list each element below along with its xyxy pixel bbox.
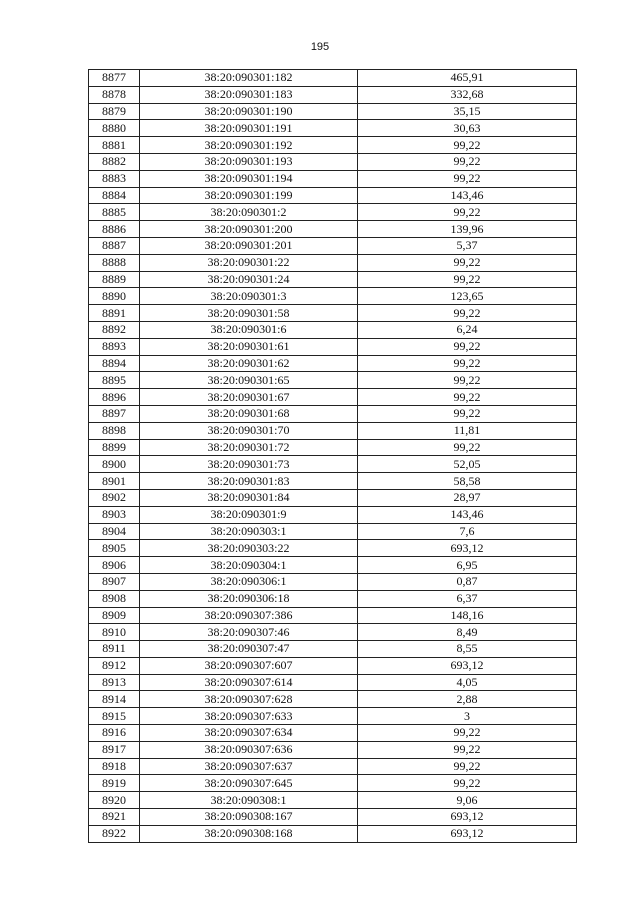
cadastral-number-cell: 38:20:090307:46 [140,624,358,641]
table-row [89,372,577,389]
cadastral-number-cell: 38:20:090307:645 [140,775,358,792]
area-cell: 123,65 [358,288,577,305]
cadastral-number-cell: 38:20:090301:83 [140,473,358,490]
row-number-cell: 8877 [89,70,140,87]
cadastral-number-cell: 38:20:090307:633 [140,708,358,725]
cadastral-number-cell: 38:20:090301:65 [140,372,358,389]
table-row [89,708,577,725]
area-cell: 693,12 [358,825,577,842]
table-row [89,237,577,254]
area-cell: 35,15 [358,103,577,120]
area-cell: 99,22 [358,204,577,221]
area-cell: 7,6 [358,523,577,540]
cadastral-number-cell: 38:20:090301:67 [140,389,358,406]
area-cell: 5,37 [358,237,577,254]
cadastral-number-cell: 38:20:090301:72 [140,439,358,456]
area-cell: 28,97 [358,489,577,506]
table-row [89,439,577,456]
area-cell: 99,22 [358,405,577,422]
row-number-cell: 8884 [89,187,140,204]
cadastral-number-cell: 38:20:090308:167 [140,809,358,826]
row-number-cell: 8888 [89,254,140,271]
cadastral-number-cell: 38:20:090307:386 [140,607,358,624]
cadastral-number-cell: 38:20:090301:183 [140,86,358,103]
table-row [89,321,577,338]
table-row [89,624,577,641]
row-number-cell: 8885 [89,204,140,221]
cadastral-number-cell: 38:20:090308:1 [140,792,358,809]
cadastral-number-cell: 38:20:090301:193 [140,153,358,170]
area-cell: 6,95 [358,557,577,574]
cadastral-number-cell: 38:20:090301:194 [140,170,358,187]
area-cell: 332,68 [358,86,577,103]
row-number-cell: 8879 [89,103,140,120]
row-number-cell: 8899 [89,439,140,456]
table-row [89,120,577,137]
area-cell: 99,22 [358,741,577,758]
table-row [89,254,577,271]
row-number-cell: 8919 [89,775,140,792]
table-row [89,204,577,221]
cadastral-number-cell: 38:20:090306:1 [140,573,358,590]
row-number-cell: 8908 [89,590,140,607]
row-number-cell: 8891 [89,305,140,322]
cadastral-number-cell: 38:20:090301:73 [140,456,358,473]
area-cell: 30,63 [358,120,577,137]
area-cell: 148,16 [358,607,577,624]
row-number-cell: 8906 [89,557,140,574]
table-body [89,70,577,843]
area-cell: 465,91 [358,70,577,87]
area-cell: 99,22 [358,355,577,372]
table-row [89,70,577,87]
cadastral-number-cell: 38:20:090307:634 [140,725,358,742]
area-cell: 99,22 [358,389,577,406]
table-row [89,389,577,406]
cadastral-number-cell: 38:20:090301:190 [140,103,358,120]
table-row [89,422,577,439]
row-number-cell: 8918 [89,758,140,775]
area-cell: 11,81 [358,422,577,439]
table-row [89,489,577,506]
cadastral-number-cell: 38:20:090308:168 [140,825,358,842]
row-number-cell: 8910 [89,624,140,641]
row-number-cell: 8892 [89,321,140,338]
area-cell: 8,55 [358,641,577,658]
cadastral-number-cell: 38:20:090301:2 [140,204,358,221]
area-cell: 2,88 [358,691,577,708]
cadastral-number-cell: 38:20:090301:182 [140,70,358,87]
cadastral-number-cell: 38:20:090303:1 [140,523,358,540]
table-row [89,590,577,607]
table-row [89,540,577,557]
area-cell: 58,58 [358,473,577,490]
row-number-cell: 8901 [89,473,140,490]
row-number-cell: 8909 [89,607,140,624]
row-number-cell: 8880 [89,120,140,137]
row-number-cell: 8881 [89,137,140,154]
row-number-cell: 8897 [89,405,140,422]
table-row [89,305,577,322]
area-cell: 3 [358,708,577,725]
area-cell: 6,24 [358,321,577,338]
area-cell: 693,12 [358,809,577,826]
row-number-cell: 8913 [89,674,140,691]
row-number-cell: 8915 [89,708,140,725]
cadastral-number-cell: 38:20:090301:3 [140,288,358,305]
cadastral-number-cell: 38:20:090301:200 [140,221,358,238]
cadastral-number-cell: 38:20:090301:199 [140,187,358,204]
table-row [89,557,577,574]
cadastral-number-cell: 38:20:090306:18 [140,590,358,607]
table-row [89,338,577,355]
table-row [89,607,577,624]
table-row [89,758,577,775]
row-number-cell: 8890 [89,288,140,305]
cadastral-number-cell: 38:20:090307:628 [140,691,358,708]
table-row [89,523,577,540]
table-row [89,725,577,742]
row-number-cell: 8882 [89,153,140,170]
area-cell: 99,22 [358,170,577,187]
table-row [89,271,577,288]
table-row [89,809,577,826]
row-number-cell: 8912 [89,657,140,674]
cadastral-number-cell: 38:20:090301:6 [140,321,358,338]
row-number-cell: 8914 [89,691,140,708]
area-cell: 52,05 [358,456,577,473]
cadastral-number-cell: 38:20:090301:84 [140,489,358,506]
area-cell: 143,46 [358,506,577,523]
row-number-cell: 8902 [89,489,140,506]
area-cell: 99,22 [358,305,577,322]
area-cell: 99,22 [358,137,577,154]
table-row [89,691,577,708]
row-number-cell: 8905 [89,540,140,557]
area-cell: 99,22 [358,758,577,775]
cadastral-table [88,69,577,843]
area-cell: 99,22 [358,153,577,170]
row-number-cell: 8883 [89,170,140,187]
table-row [89,573,577,590]
row-number-cell: 8886 [89,221,140,238]
row-number-cell: 8893 [89,338,140,355]
cadastral-number-cell: 38:20:090301:61 [140,338,358,355]
cadastral-number-cell: 38:20:090301:192 [140,137,358,154]
cadastral-number-cell: 38:20:090307:607 [140,657,358,674]
area-cell: 693,12 [358,540,577,557]
area-cell: 99,22 [358,271,577,288]
cadastral-number-cell: 38:20:090307:637 [140,758,358,775]
area-cell: 99,22 [358,775,577,792]
table-row [89,137,577,154]
row-number-cell: 8887 [89,237,140,254]
cadastral-number-cell: 38:20:090301:201 [140,237,358,254]
table-row [89,456,577,473]
table-row [89,775,577,792]
cadastral-number-cell: 38:20:090301:9 [140,506,358,523]
cadastral-number-cell: 38:20:090304:1 [140,557,358,574]
row-number-cell: 8904 [89,523,140,540]
row-number-cell: 8907 [89,573,140,590]
table-row [89,288,577,305]
area-cell: 6,37 [358,590,577,607]
area-cell: 143,46 [358,187,577,204]
row-number-cell: 8921 [89,809,140,826]
table-row [89,825,577,842]
table-row [89,86,577,103]
cadastral-number-cell: 38:20:090301:191 [140,120,358,137]
cadastral-number-cell: 38:20:090301:24 [140,271,358,288]
row-number-cell: 8917 [89,741,140,758]
area-cell: 99,22 [358,725,577,742]
table-row [89,355,577,372]
cadastral-number-cell: 38:20:090301:58 [140,305,358,322]
cadastral-number-cell: 38:20:090307:47 [140,641,358,658]
cadastral-number-cell: 38:20:090301:62 [140,355,358,372]
area-cell: 99,22 [358,338,577,355]
page-number: 195 [310,41,330,53]
area-cell: 0,87 [358,573,577,590]
row-number-cell: 8889 [89,271,140,288]
cadastral-number-cell: 38:20:090301:22 [140,254,358,271]
row-number-cell: 8920 [89,792,140,809]
area-cell: 4,05 [358,674,577,691]
table-row [89,641,577,658]
cadastral-number-cell: 38:20:090303:22 [140,540,358,557]
table-row [89,674,577,691]
area-cell: 8,49 [358,624,577,641]
row-number-cell: 8922 [89,825,140,842]
cadastral-number-cell: 38:20:090301:70 [140,422,358,439]
area-cell: 99,22 [358,372,577,389]
row-number-cell: 8916 [89,725,140,742]
area-cell: 693,12 [358,657,577,674]
table-row [89,657,577,674]
table-row [89,741,577,758]
table-row [89,405,577,422]
row-number-cell: 8898 [89,422,140,439]
cadastral-number-cell: 38:20:090307:636 [140,741,358,758]
area-cell: 9,06 [358,792,577,809]
row-number-cell: 8894 [89,355,140,372]
table-row [89,792,577,809]
table-row [89,506,577,523]
cadastral-number-cell: 38:20:090301:68 [140,405,358,422]
area-cell: 99,22 [358,254,577,271]
table-row [89,187,577,204]
area-cell: 139,96 [358,221,577,238]
row-number-cell: 8895 [89,372,140,389]
area-cell: 99,22 [358,439,577,456]
table-row [89,153,577,170]
row-number-cell: 8896 [89,389,140,406]
row-number-cell: 8903 [89,506,140,523]
cadastral-number-cell: 38:20:090307:614 [140,674,358,691]
table-row [89,170,577,187]
table-row [89,103,577,120]
table-row [89,221,577,238]
row-number-cell: 8911 [89,641,140,658]
table-row [89,473,577,490]
row-number-cell: 8900 [89,456,140,473]
row-number-cell: 8878 [89,86,140,103]
